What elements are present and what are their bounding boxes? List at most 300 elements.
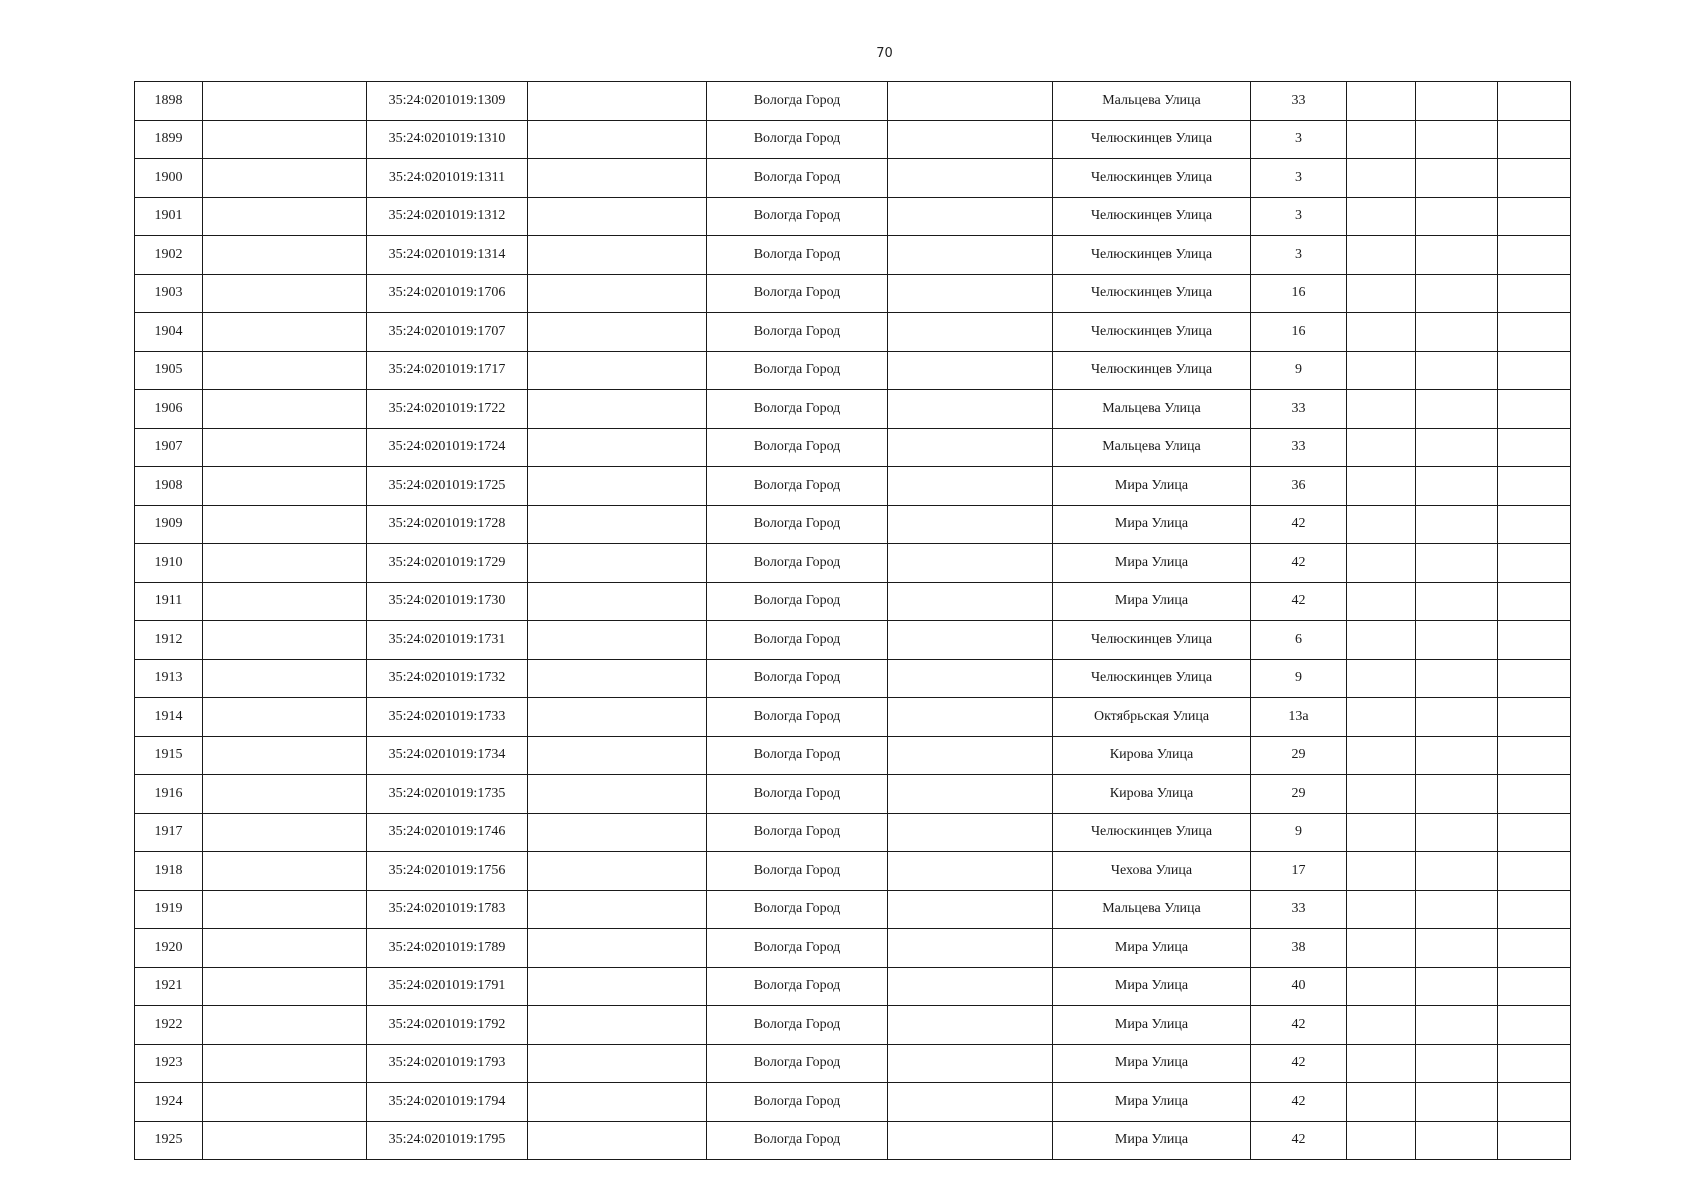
cell-row-number: 1924 — [135, 1083, 203, 1122]
cell-cadastral-number: 35:24:0201019:1789 — [367, 929, 528, 968]
cell-row-number: 1919 — [135, 890, 203, 929]
cell-house-number: 38 — [1251, 929, 1347, 968]
cell-row-number: 1917 — [135, 813, 203, 852]
cell-empty — [528, 351, 707, 390]
cell-empty — [528, 698, 707, 737]
cell-house-number: 6 — [1251, 621, 1347, 660]
cell-empty — [1347, 544, 1416, 583]
cell-empty — [203, 467, 367, 506]
cell-empty — [203, 929, 367, 968]
table-row — [135, 505, 1571, 544]
cell-house-number: 9 — [1251, 659, 1347, 698]
cell-empty — [528, 736, 707, 775]
cell-cadastral-number: 35:24:0201019:1730 — [367, 582, 528, 621]
cell-empty — [528, 929, 707, 968]
cell-empty — [203, 390, 367, 429]
cell-empty — [888, 274, 1053, 313]
cell-empty — [528, 82, 707, 121]
cell-empty — [1347, 967, 1416, 1006]
cell-empty — [528, 813, 707, 852]
cell-empty — [1498, 852, 1571, 891]
cell-row-number: 1908 — [135, 467, 203, 506]
cell-house-number: 3 — [1251, 236, 1347, 275]
table-row — [135, 313, 1571, 352]
cell-empty — [203, 890, 367, 929]
cell-empty — [1347, 1044, 1416, 1083]
cell-house-number: 42 — [1251, 1121, 1347, 1160]
cell-cadastral-number: 35:24:0201019:1707 — [367, 313, 528, 352]
cell-empty — [203, 82, 367, 121]
table-row — [135, 967, 1571, 1006]
cell-cadastral-number: 35:24:0201019:1314 — [367, 236, 528, 275]
cell-empty — [528, 659, 707, 698]
cell-empty — [1347, 120, 1416, 159]
table-row — [135, 236, 1571, 275]
cell-house-number: 40 — [1251, 967, 1347, 1006]
cell-empty — [528, 1044, 707, 1083]
cell-street: Мальцева Улица — [1053, 82, 1251, 121]
cell-empty — [1347, 467, 1416, 506]
cell-empty — [1347, 390, 1416, 429]
cell-cadastral-number: 35:24:0201019:1725 — [367, 467, 528, 506]
cell-house-number: 29 — [1251, 736, 1347, 775]
cell-empty — [888, 736, 1053, 775]
cell-street: Мира Улица — [1053, 544, 1251, 583]
cell-empty — [1416, 582, 1498, 621]
cell-empty — [1416, 967, 1498, 1006]
cell-street: Мира Улица — [1053, 1121, 1251, 1160]
cell-cadastral-number: 35:24:0201019:1706 — [367, 274, 528, 313]
cell-city: Вологда Город — [707, 621, 888, 660]
cell-empty — [888, 505, 1053, 544]
cell-empty — [1347, 159, 1416, 198]
table-row — [135, 1121, 1571, 1160]
cell-empty — [1347, 428, 1416, 467]
cell-house-number: 3 — [1251, 120, 1347, 159]
cell-cadastral-number: 35:24:0201019:1733 — [367, 698, 528, 737]
cell-empty — [1416, 82, 1498, 121]
cell-street: Мальцева Улица — [1053, 890, 1251, 929]
cell-empty — [203, 197, 367, 236]
cell-empty — [528, 428, 707, 467]
cell-city: Вологда Город — [707, 505, 888, 544]
cell-city: Вологда Город — [707, 159, 888, 198]
cell-city: Вологда Город — [707, 1083, 888, 1122]
cell-house-number: 42 — [1251, 1083, 1347, 1122]
cell-empty — [888, 351, 1053, 390]
cell-empty — [1416, 929, 1498, 968]
cell-empty — [888, 852, 1053, 891]
cell-empty — [1498, 544, 1571, 583]
cell-house-number: 17 — [1251, 852, 1347, 891]
cell-cadastral-number: 35:24:0201019:1729 — [367, 544, 528, 583]
cell-empty — [888, 467, 1053, 506]
cell-empty — [1416, 698, 1498, 737]
cell-empty — [528, 505, 707, 544]
cell-empty — [528, 775, 707, 814]
cell-street: Челюскинцев Улица — [1053, 274, 1251, 313]
cell-empty — [203, 659, 367, 698]
cell-city: Вологда Город — [707, 582, 888, 621]
cell-empty — [203, 775, 367, 814]
cell-empty — [1347, 852, 1416, 891]
cell-street: Челюскинцев Улица — [1053, 813, 1251, 852]
cell-cadastral-number: 35:24:0201019:1734 — [367, 736, 528, 775]
cell-empty — [1498, 274, 1571, 313]
table-row — [135, 467, 1571, 506]
cell-empty — [1347, 659, 1416, 698]
cell-street: Челюскинцев Улица — [1053, 159, 1251, 198]
cell-empty — [1347, 236, 1416, 275]
cell-city: Вологда Город — [707, 813, 888, 852]
cell-city: Вологда Город — [707, 698, 888, 737]
cell-city: Вологда Город — [707, 236, 888, 275]
cell-empty — [528, 467, 707, 506]
cell-row-number: 1904 — [135, 313, 203, 352]
cell-row-number: 1921 — [135, 967, 203, 1006]
cell-city: Вологда Город — [707, 775, 888, 814]
cell-row-number: 1920 — [135, 929, 203, 968]
cell-empty — [1498, 929, 1571, 968]
table-row — [135, 544, 1571, 583]
cell-empty — [1498, 1083, 1571, 1122]
cell-empty — [1347, 197, 1416, 236]
cell-street: Мальцева Улица — [1053, 428, 1251, 467]
cell-empty — [203, 967, 367, 1006]
cell-empty — [528, 120, 707, 159]
cell-cadastral-number: 35:24:0201019:1731 — [367, 621, 528, 660]
cell-row-number: 1900 — [135, 159, 203, 198]
cell-cadastral-number: 35:24:0201019:1794 — [367, 1083, 528, 1122]
cell-row-number: 1910 — [135, 544, 203, 583]
table-row — [135, 813, 1571, 852]
cell-empty — [203, 351, 367, 390]
cell-cadastral-number: 35:24:0201019:1791 — [367, 967, 528, 1006]
cell-cadastral-number: 35:24:0201019:1311 — [367, 159, 528, 198]
cell-empty — [1416, 351, 1498, 390]
cell-empty — [888, 929, 1053, 968]
cell-city: Вологда Город — [707, 659, 888, 698]
table-row — [135, 775, 1571, 814]
cell-empty — [203, 621, 367, 660]
cell-empty — [1498, 390, 1571, 429]
cell-row-number: 1922 — [135, 1006, 203, 1045]
cell-empty — [1498, 82, 1571, 121]
cell-empty — [1416, 159, 1498, 198]
table-row — [135, 736, 1571, 775]
cell-city: Вологда Город — [707, 890, 888, 929]
cell-cadastral-number: 35:24:0201019:1795 — [367, 1121, 528, 1160]
cell-house-number: 33 — [1251, 428, 1347, 467]
cell-empty — [888, 390, 1053, 429]
cell-empty — [888, 428, 1053, 467]
table-row — [135, 1083, 1571, 1122]
cell-empty — [1498, 505, 1571, 544]
cell-empty — [1347, 698, 1416, 737]
cell-house-number: 36 — [1251, 467, 1347, 506]
cell-empty — [1347, 929, 1416, 968]
cell-empty — [528, 1006, 707, 1045]
cell-empty — [1498, 1121, 1571, 1160]
cell-street: Кирова Улица — [1053, 775, 1251, 814]
cell-empty — [203, 236, 367, 275]
cell-city: Вологда Город — [707, 120, 888, 159]
cell-empty — [203, 698, 367, 737]
cell-empty — [1347, 82, 1416, 121]
cell-row-number: 1914 — [135, 698, 203, 737]
table-row — [135, 929, 1571, 968]
cell-house-number: 42 — [1251, 505, 1347, 544]
cell-street: Мира Улица — [1053, 1083, 1251, 1122]
cell-empty — [528, 621, 707, 660]
cell-cadastral-number: 35:24:0201019:1792 — [367, 1006, 528, 1045]
cell-empty — [888, 775, 1053, 814]
cell-empty — [888, 813, 1053, 852]
cell-city: Вологда Город — [707, 1044, 888, 1083]
cell-house-number: 42 — [1251, 582, 1347, 621]
cell-row-number: 1913 — [135, 659, 203, 698]
cell-house-number: 33 — [1251, 390, 1347, 429]
cell-city: Вологда Город — [707, 467, 888, 506]
cell-empty — [1416, 1121, 1498, 1160]
cell-empty — [528, 197, 707, 236]
cell-house-number: 42 — [1251, 1044, 1347, 1083]
cell-cadastral-number: 35:24:0201019:1717 — [367, 351, 528, 390]
cell-row-number: 1918 — [135, 852, 203, 891]
cell-empty — [888, 1083, 1053, 1122]
cell-empty — [1498, 698, 1571, 737]
cell-empty — [1416, 659, 1498, 698]
cell-city: Вологда Город — [707, 929, 888, 968]
cell-street: Мира Улица — [1053, 467, 1251, 506]
cell-street: Чехова Улица — [1053, 852, 1251, 891]
cell-city: Вологда Город — [707, 852, 888, 891]
cell-empty — [1498, 1044, 1571, 1083]
cell-empty — [1416, 852, 1498, 891]
cell-empty — [888, 890, 1053, 929]
cell-city: Вологда Город — [707, 351, 888, 390]
cell-row-number: 1902 — [135, 236, 203, 275]
cell-street: Мира Улица — [1053, 1006, 1251, 1045]
table-row — [135, 890, 1571, 929]
cell-empty — [1498, 890, 1571, 929]
cell-empty — [203, 428, 367, 467]
cell-empty — [528, 1121, 707, 1160]
cell-empty — [1498, 967, 1571, 1006]
cell-street: Мира Улица — [1053, 967, 1251, 1006]
cell-empty — [203, 813, 367, 852]
cell-empty — [1416, 313, 1498, 352]
cell-city: Вологда Город — [707, 1006, 888, 1045]
table-row — [135, 1044, 1571, 1083]
cell-empty — [1416, 1006, 1498, 1045]
cell-empty — [1498, 467, 1571, 506]
cell-house-number: 33 — [1251, 890, 1347, 929]
table-row — [135, 698, 1571, 737]
cell-empty — [888, 313, 1053, 352]
table-row — [135, 659, 1571, 698]
cell-empty — [1347, 274, 1416, 313]
cell-empty — [888, 1121, 1053, 1160]
cell-empty — [203, 1044, 367, 1083]
cell-empty — [203, 274, 367, 313]
cell-row-number: 1905 — [135, 351, 203, 390]
cell-empty — [1498, 313, 1571, 352]
cell-city: Вологда Город — [707, 428, 888, 467]
cell-empty — [1347, 1121, 1416, 1160]
cell-city: Вологда Город — [707, 390, 888, 429]
cell-row-number: 1907 — [135, 428, 203, 467]
cell-empty — [1347, 775, 1416, 814]
cell-cadastral-number: 35:24:0201019:1746 — [367, 813, 528, 852]
cell-empty — [888, 236, 1053, 275]
cell-row-number: 1898 — [135, 82, 203, 121]
cell-street: Челюскинцев Улица — [1053, 197, 1251, 236]
cell-empty — [1498, 582, 1571, 621]
cell-row-number: 1909 — [135, 505, 203, 544]
cell-row-number: 1911 — [135, 582, 203, 621]
cell-empty — [203, 1083, 367, 1122]
table-row — [135, 428, 1571, 467]
cell-row-number: 1912 — [135, 621, 203, 660]
cell-empty — [1416, 505, 1498, 544]
cell-street: Мира Улица — [1053, 929, 1251, 968]
cell-cadastral-number: 35:24:0201019:1783 — [367, 890, 528, 929]
cell-empty — [1416, 544, 1498, 583]
cell-empty — [1498, 197, 1571, 236]
cell-street: Мира Улица — [1053, 582, 1251, 621]
cell-row-number: 1925 — [135, 1121, 203, 1160]
cell-empty — [1416, 736, 1498, 775]
cell-empty — [888, 82, 1053, 121]
cell-row-number: 1906 — [135, 390, 203, 429]
cell-empty — [1416, 467, 1498, 506]
cell-empty — [1416, 1083, 1498, 1122]
cell-street: Челюскинцев Улица — [1053, 621, 1251, 660]
cell-row-number: 1903 — [135, 274, 203, 313]
cell-empty — [203, 505, 367, 544]
cell-house-number: 16 — [1251, 274, 1347, 313]
cell-empty — [1416, 890, 1498, 929]
cell-house-number: 33 — [1251, 82, 1347, 121]
cell-empty — [203, 120, 367, 159]
cell-cadastral-number: 35:24:0201019:1793 — [367, 1044, 528, 1083]
cell-empty — [1498, 428, 1571, 467]
cell-empty — [888, 582, 1053, 621]
cell-empty — [1498, 159, 1571, 198]
cell-empty — [528, 890, 707, 929]
table-row — [135, 852, 1571, 891]
cell-empty — [1347, 813, 1416, 852]
table-row — [135, 274, 1571, 313]
cell-house-number: 9 — [1251, 813, 1347, 852]
cell-cadastral-number: 35:24:0201019:1310 — [367, 120, 528, 159]
cell-empty — [528, 159, 707, 198]
cell-house-number: 29 — [1251, 775, 1347, 814]
cell-cadastral-number: 35:24:0201019:1735 — [367, 775, 528, 814]
table-row — [135, 120, 1571, 159]
table-row — [135, 582, 1571, 621]
cell-street: Мальцева Улица — [1053, 390, 1251, 429]
cell-empty — [528, 236, 707, 275]
cell-empty — [203, 582, 367, 621]
cell-empty — [1347, 890, 1416, 929]
cell-empty — [1416, 813, 1498, 852]
cell-city: Вологда Город — [707, 1121, 888, 1160]
cell-row-number: 1916 — [135, 775, 203, 814]
cell-empty — [203, 1121, 367, 1160]
cell-city: Вологда Город — [707, 82, 888, 121]
cell-empty — [1416, 274, 1498, 313]
cell-cadastral-number: 35:24:0201019:1728 — [367, 505, 528, 544]
cell-empty — [888, 120, 1053, 159]
cell-house-number: 16 — [1251, 313, 1347, 352]
cell-cadastral-number: 35:24:0201019:1312 — [367, 197, 528, 236]
cell-empty — [528, 274, 707, 313]
table-row — [135, 82, 1571, 121]
cell-empty — [203, 1006, 367, 1045]
cell-empty — [888, 197, 1053, 236]
cell-city: Вологда Город — [707, 197, 888, 236]
cell-empty — [203, 159, 367, 198]
table-body — [135, 82, 1571, 1160]
cell-city: Вологда Город — [707, 544, 888, 583]
table-row — [135, 390, 1571, 429]
cell-empty — [888, 621, 1053, 660]
cell-empty — [1498, 120, 1571, 159]
cell-empty — [1498, 1006, 1571, 1045]
cell-city: Вологда Город — [707, 274, 888, 313]
cell-empty — [1416, 775, 1498, 814]
cell-city: Вологда Город — [707, 736, 888, 775]
cell-street: Кирова Улица — [1053, 736, 1251, 775]
cell-row-number: 1923 — [135, 1044, 203, 1083]
cell-empty — [1498, 351, 1571, 390]
cell-empty — [888, 659, 1053, 698]
cell-street: Челюскинцев Улица — [1053, 659, 1251, 698]
cell-empty — [1347, 1083, 1416, 1122]
cell-empty — [528, 544, 707, 583]
table-row — [135, 197, 1571, 236]
register-table — [134, 81, 1571, 1160]
cell-cadastral-number: 35:24:0201019:1756 — [367, 852, 528, 891]
cell-empty — [1416, 621, 1498, 660]
cell-empty — [528, 967, 707, 1006]
cell-street: Челюскинцев Улица — [1053, 120, 1251, 159]
cell-house-number: 9 — [1251, 351, 1347, 390]
cell-street: Мира Улица — [1053, 505, 1251, 544]
cell-house-number: 3 — [1251, 197, 1347, 236]
cell-street: Октябрьская Улица — [1053, 698, 1251, 737]
page-number: 70 — [876, 46, 893, 61]
cell-empty — [1416, 1044, 1498, 1083]
cell-cadastral-number: 35:24:0201019:1309 — [367, 82, 528, 121]
cell-empty — [1416, 390, 1498, 429]
cell-empty — [1347, 351, 1416, 390]
cell-empty — [1498, 659, 1571, 698]
cell-empty — [1498, 736, 1571, 775]
cell-street: Челюскинцев Улица — [1053, 313, 1251, 352]
cell-house-number: 3 — [1251, 159, 1347, 198]
cell-street: Мира Улица — [1053, 1044, 1251, 1083]
table-row — [135, 621, 1571, 660]
cell-empty — [528, 390, 707, 429]
cell-empty — [203, 313, 367, 352]
cell-empty — [1416, 120, 1498, 159]
table-row — [135, 159, 1571, 198]
cell-street: Челюскинцев Улица — [1053, 236, 1251, 275]
cell-house-number: 42 — [1251, 544, 1347, 583]
